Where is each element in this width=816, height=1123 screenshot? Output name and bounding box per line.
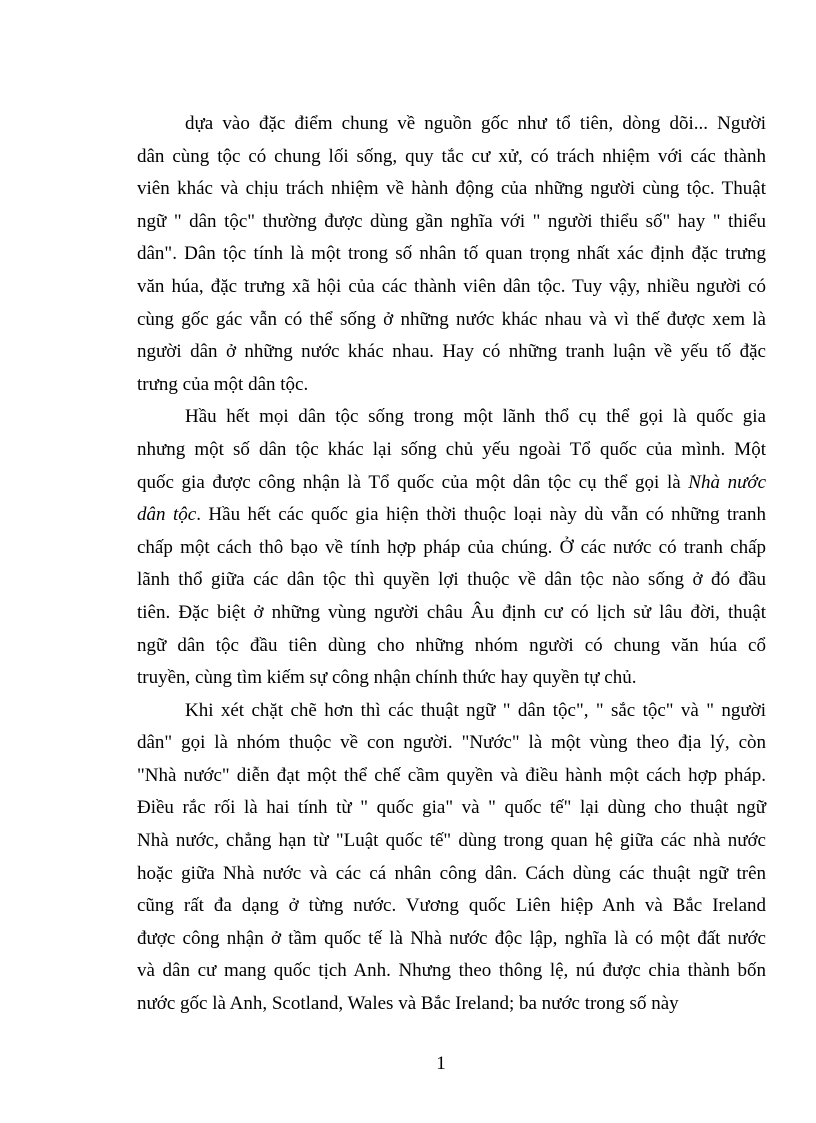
text-line	[137, 467, 766, 500]
paragraph-2	[137, 401, 766, 694]
text-line: lãnh thổ giữa các dân tộc thì quyền lợi thuộc về dân tộc nào sống ở đó đầu	[137, 569, 766, 591]
text-line: trưng của một dân tộc.	[137, 373, 309, 395]
text-line: Nhà nước, chẳng hạn từ "Luật quốc tế" dùng trong quan hệ giữa các nhà nước	[137, 830, 766, 852]
body-text	[137, 108, 766, 1021]
text-line: Hầu hết mọi dân tộc sống trong một lãnh thổ cụ thể gọi là quốc gia	[185, 406, 766, 428]
text-line: ngữ dân tộc đầu tiên dùng cho những nhóm người có chung văn húa cổ	[137, 634, 766, 656]
text-line: dựa vào đặc điểm chung về nguồn gốc như tổ tiên, dòng dõi... Người	[185, 113, 766, 134]
text-line: truyền, cùng tìm kiếm sự công nhận chính thức hay quyền tự chủ.	[137, 667, 637, 689]
text-line: Điều rắc rối là hai tính từ " quốc gia" và " quốc tế" lại dùng cho thuật ngữ	[137, 797, 766, 819]
text-line: ngữ " dân tộc" thường được dùng gần nghĩa với " người thiểu số" hay " thiểu	[137, 210, 766, 232]
text-line: nước gốc là Anh, Scotland, Wales và Bắc Ireland; ba nước trong số này	[137, 993, 679, 1015]
text-line: hoặc giữa Nhà nước và các cá nhân công dân. Cách dùng các thuật ngữ trên	[137, 862, 766, 884]
text-line: Khi xét chặt chẽ hơn thì các thuật ngữ " dân tộc", " sắc tộc" và " người	[185, 699, 766, 721]
italic-term: Nhà nước	[688, 471, 767, 493]
text-segment: . Hầu hết các quốc gia hiện thời thuộc loại này dù vẫn có những tranh	[196, 504, 766, 526]
text-segment: quốc gia được công nhận là Tổ quốc của một dân tộc cụ thể gọi là	[137, 471, 681, 493]
text-line	[137, 499, 766, 532]
text-line: dân" gọi là nhóm thuộc về con người. "Nước" là một vùng theo địa lý, còn	[137, 732, 766, 754]
paragraph-1	[137, 108, 766, 401]
text-line: cùng gốc gác vẫn có thể sống ở những nước khác nhau và vì thế được xem là	[137, 308, 766, 330]
text-line: dân cùng tộc có chung lối sống, quy tắc cư xử, có trách nhiệm với các thành	[137, 145, 766, 167]
text-line: cũng rất đa dạng ở từng nước. Vương quốc Liên hiệp Anh và Bắc Ireland	[137, 895, 766, 917]
page-number: 1	[436, 1053, 446, 1074]
text-line: "Nhà nước" diễn đạt một thể chế cầm quyền và điều hành một cách hợp pháp.	[137, 764, 766, 786]
text-line: nhưng một số dân tộc khác lại sống chủ yếu ngoài Tổ quốc của mình. Một	[137, 438, 766, 460]
text-line: tiên. Đặc biệt ở những vùng người châu Âu định cư có lịch sử lâu đời, thuật	[137, 601, 766, 623]
paragraph-3	[137, 695, 766, 1021]
text-line: chấp một cách thô bạo về tính hợp pháp của chúng. Ở các nước có tranh chấp	[137, 536, 766, 558]
text-line: và dân cư mang quốc tịch Anh. Nhưng theo thông lệ, nú được chia thành bốn	[137, 960, 766, 982]
text-line: dân". Dân tộc tính là một trong số nhân tố quan trọng nhất xác định đặc trưng	[137, 243, 766, 265]
text-line: văn húa, đặc trưng xã hội của các thành viên dân tộc. Tuy vậy, nhiều người có	[137, 275, 766, 297]
text-line: người dân ở những nước khác nhau. Hay có những tranh luận về yếu tố đặc	[137, 341, 766, 363]
text-line: viên khác và chịu trách nhiệm về hành động của những người cùng tộc. Thuật	[137, 178, 766, 200]
text-line: được công nhận ở tầm quốc tế là Nhà nước độc lập, nghĩa là có một đất nước	[137, 927, 766, 949]
italic-term: dân tộc	[137, 504, 197, 526]
